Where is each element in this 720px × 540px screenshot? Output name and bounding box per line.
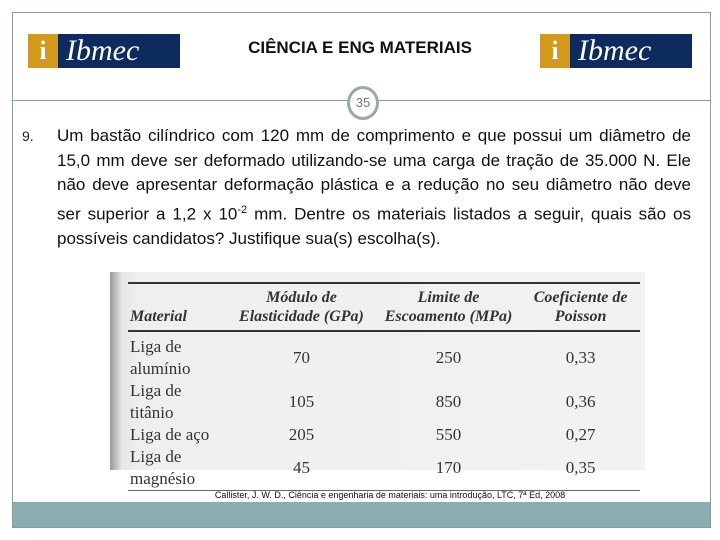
table-cell: Liga de alumínio [130, 337, 191, 378]
table-cell: 0,35 [565, 458, 596, 477]
table-cell: 45 [292, 458, 310, 477]
table-cell: 205 [288, 425, 315, 444]
header-modulus: Módulo de Elasticidade (GPa) [227, 283, 376, 331]
citation: Callister, J. W. D., Ciência e engenharia de materiais: uma introdução, LTC, 7ª Ed, 2008 [214, 490, 566, 500]
table-cell: 0,33 [565, 348, 596, 367]
ibmec-logo-left: i Ibmec [28, 34, 180, 68]
materials-table-image [110, 272, 645, 488]
table-row [128, 446, 640, 491]
table-cell: 850 [435, 392, 462, 411]
table-cell: Liga de magnésio [130, 447, 196, 488]
header-material: Material [128, 283, 227, 331]
table-cell: 550 [435, 425, 462, 444]
table-cell: 250 [435, 348, 462, 367]
page-number: 35 [347, 86, 379, 120]
materials-table [128, 282, 640, 491]
table-cell: 105 [288, 392, 315, 411]
slide-title: CIÊNCIA E ENG MATERIAIS [248, 38, 472, 57]
question-number: 9. [22, 128, 34, 144]
table-cell: Liga de titânio [130, 381, 182, 422]
table-row [128, 424, 640, 446]
table-cell: 0,36 [565, 392, 596, 411]
table-cell: 170 [435, 458, 462, 477]
header-poisson: Coeficiente de Poisson [521, 283, 640, 331]
table-row [128, 380, 640, 424]
header-yield: Limite de Escoamento (MPa) [376, 283, 521, 331]
table-cell: 70 [292, 348, 310, 367]
table-cell: 0,27 [565, 425, 596, 444]
table-row [128, 331, 640, 380]
footer-bar [13, 502, 710, 527]
question-text: Um bastão cilíndrico com 120 mm de comprimento e que possui um diâmetro de 15,0 mm deve ser deformado utilizando-se uma carga de tração de 35.000 N. Ele não deve apresentar deformação plástica e a redução no seu diâmetro não deve ser superior a 1,2 x $10^{-2}$ mm. Dentre os materiais listados a seguir, quais são os possíveis candidatos? Justifique sua(s) escolha(s). [57, 126, 691, 248]
table-cell: Liga de aço [130, 425, 210, 444]
ibmec-logo-right: i Ibmec [540, 34, 692, 68]
